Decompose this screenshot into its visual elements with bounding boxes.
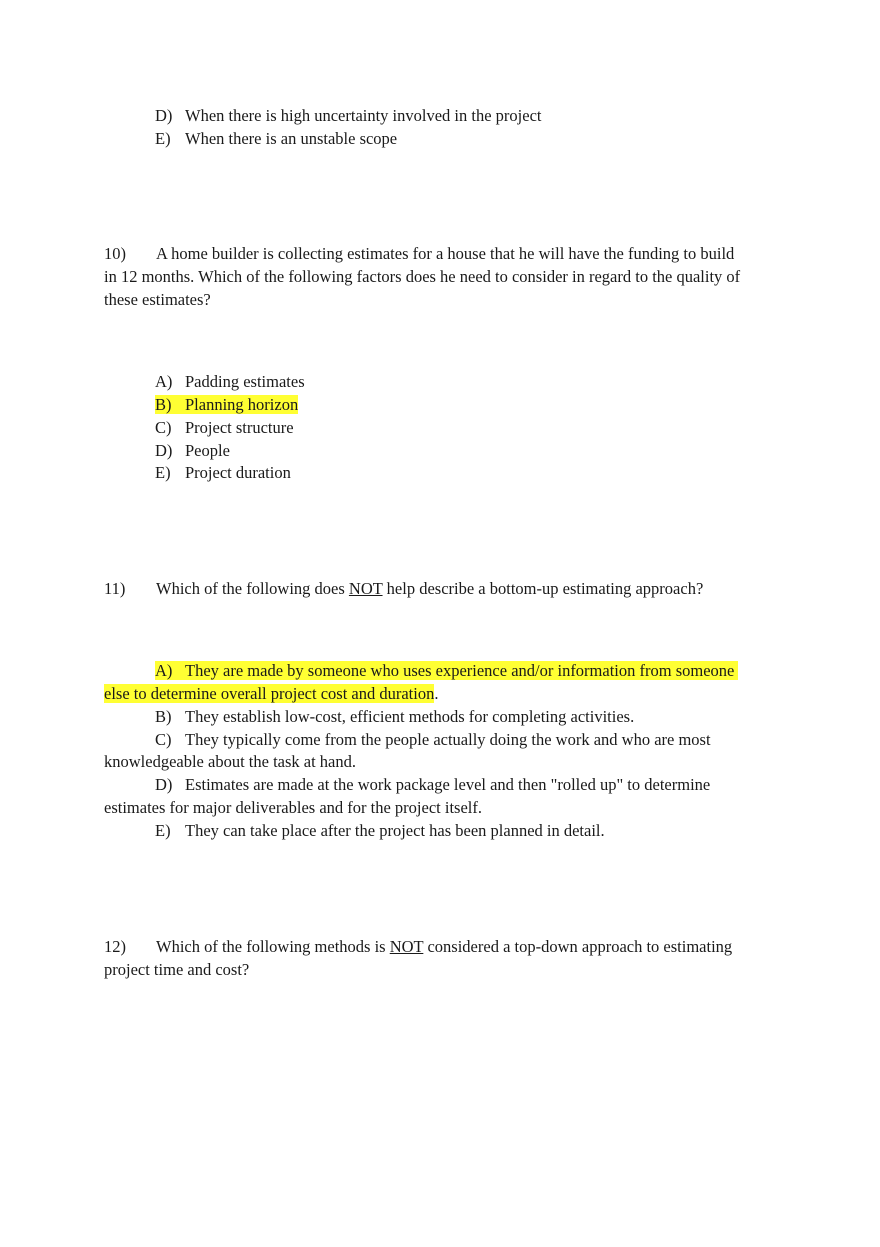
question-text-before: Which of the following methods is (156, 937, 390, 956)
question-number: 11) (104, 579, 126, 598)
q10-option-b-highlighted (155, 393, 298, 416)
option-text: Estimates are made at the work package level and then "rolled up" to determine (185, 775, 711, 794)
q10-option-e (155, 461, 291, 484)
q11-stem (104, 577, 703, 600)
q12-stem-line2 (104, 958, 249, 981)
q10-stem-line2 (104, 265, 740, 288)
question-text: project time and cost? (104, 960, 250, 979)
q10-option-c (155, 416, 294, 439)
q11-option-b (155, 705, 634, 728)
option-period: . (434, 684, 439, 703)
option-text: People (185, 441, 230, 460)
q9-option-e (155, 127, 397, 150)
option-text: knowledgeable about the task at hand. (104, 752, 357, 771)
q11-option-a-line1 (155, 659, 738, 682)
q10-stem-line3 (104, 288, 211, 311)
answer-highlight (155, 395, 298, 414)
question-number: 10) (104, 244, 126, 263)
option-letter: A) (155, 661, 173, 680)
answer-highlight: else to determine overall project cost and duration (104, 684, 435, 703)
question-text: A home builder is collecting estimates for a house that he will have the funding to build (156, 244, 735, 263)
q10-option-a (155, 370, 305, 393)
option-letter: D) (155, 106, 173, 125)
option-text: They are made by someone who uses experience and/or information from someone (185, 661, 735, 680)
option-letter: C) (155, 418, 172, 437)
option-text: Project duration (185, 463, 291, 482)
answer-highlight (155, 661, 738, 680)
q11-option-c-line1 (155, 728, 711, 751)
option-text: estimates for major deliverables and for the project itself. (104, 798, 482, 817)
option-text: They establish low-cost, efficient methods for completing activities. (185, 707, 635, 726)
question-text-after: help describe a bottom-up estimating approach? (382, 579, 704, 598)
q9-option-d (155, 104, 541, 127)
option-text: Padding estimates (185, 372, 305, 391)
option-text: When there is an unstable scope (185, 129, 398, 148)
q12-stem-line1 (104, 935, 732, 958)
option-letter: C) (155, 730, 172, 749)
q11-option-a-line2 (104, 682, 438, 705)
q10-stem-line1 (104, 242, 734, 265)
option-text: Planning horizon (185, 395, 299, 414)
question-text-after: considered a top-down approach to estimating (423, 937, 733, 956)
option-letter: B) (155, 707, 172, 726)
q11-option-d-line2 (104, 796, 482, 819)
q10-option-d (155, 439, 230, 462)
question-text-before: Which of the following does (156, 579, 349, 598)
q11-option-e (155, 819, 605, 842)
option-letter: B) (155, 395, 172, 414)
option-letter: D) (155, 441, 173, 460)
q11-option-c-line2 (104, 750, 356, 773)
not-emphasis: NOT (389, 937, 424, 956)
not-emphasis: NOT (348, 579, 383, 598)
option-letter: E) (155, 463, 171, 482)
option-letter: E) (155, 821, 171, 840)
question-text: in 12 months. Which of the following factors does he need to consider in regard to the quality of (104, 267, 741, 286)
option-letter: A) (155, 372, 173, 391)
option-letter: E) (155, 129, 171, 148)
option-text: Project structure (185, 418, 294, 437)
q11-option-d-line1 (155, 773, 710, 796)
option-text: They typically come from the people actually doing the work and who are most (185, 730, 711, 749)
option-text: When there is high uncertainty involved in the project (185, 106, 542, 125)
option-text: They can take place after the project has been planned in detail. (185, 821, 605, 840)
question-text: these estimates? (104, 290, 211, 309)
option-letter: D) (155, 775, 173, 794)
question-number: 12) (104, 937, 126, 956)
